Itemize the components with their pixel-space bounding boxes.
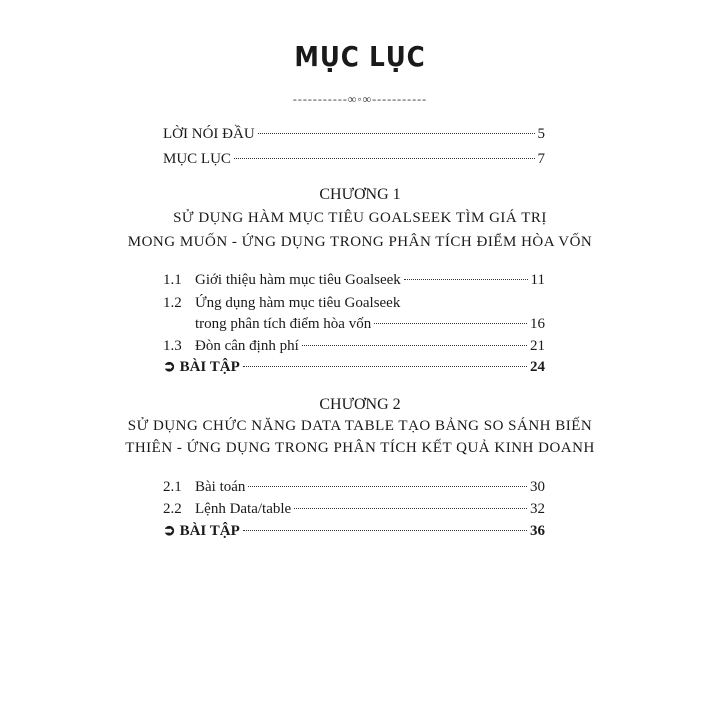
- entry-page: 32: [530, 501, 545, 517]
- entry-label: Đòn cân định phí: [195, 338, 299, 354]
- entry-number: 2.1: [163, 479, 182, 495]
- toc-entry-1-3[interactable]: [163, 337, 545, 355]
- entry-label-cont: trong phân tích điểm hòa vốn: [195, 316, 372, 332]
- entry-label: MỤC LỤC: [163, 151, 231, 167]
- toc-entry-preface[interactable]: [163, 125, 545, 143]
- page-title: MỤC LỤC: [294, 40, 426, 73]
- dot-leader: [243, 366, 527, 367]
- arrow-icon: ➲: [163, 359, 176, 375]
- dot-leader: [294, 508, 527, 509]
- dot-leader: [302, 345, 527, 346]
- entry-page: 16: [530, 316, 545, 332]
- chapter-2-title-line2: THIÊN - ỨNG DỤNG TRONG PHÂN TÍCH KẾT QUẢ KINH DOANH: [125, 440, 595, 456]
- chapter-1-title-line2: MONG MUỐN - ỨNG DỤNG TRONG PHÂN TÍCH ĐIỂM HÒA VỐN: [127, 234, 593, 250]
- toc-entry-exercise-1[interactable]: [163, 358, 545, 376]
- toc-entry-exercise-2[interactable]: [163, 522, 545, 540]
- entry-label: Giới thiệu hàm mục tiêu Goalseek: [195, 272, 401, 288]
- arrow-icon: ➲: [163, 523, 176, 539]
- chapter-2-title-line1: SỬ DỤNG CHỨC NĂNG DATA TABLE TẠO BẢNG SO SÁNH BIẾN: [127, 418, 593, 434]
- entry-label: BÀI TẬP: [179, 523, 240, 539]
- entry-label: LỜI NÓI ĐẦU: [163, 126, 255, 142]
- entry-number: 1.3: [163, 338, 182, 354]
- ornament-divider: -----------∞◦∞-----------: [292, 92, 428, 106]
- entry-label: Ứng dụng hàm mục tiêu Goalseek: [195, 295, 401, 311]
- chapter-1-label: CHƯƠNG 1: [319, 186, 401, 203]
- entry-page: 36: [530, 523, 545, 539]
- entry-page: 30: [530, 479, 545, 495]
- entry-label: Lệnh Data/table: [195, 501, 292, 517]
- chapter-1-title-line1: SỬ DỤNG HÀM MỤC TIÊU GOALSEEK TÌM GIÁ TRỊ: [173, 210, 547, 226]
- entry-page: 11: [530, 272, 545, 288]
- toc-entry-2-1[interactable]: [163, 478, 545, 496]
- dot-leader: [258, 133, 535, 134]
- dot-leader: [234, 158, 535, 159]
- toc-entry-1-1[interactable]: [163, 271, 545, 289]
- entry-page: 5: [537, 126, 545, 142]
- toc-entry-1-2-line2[interactable]: [195, 315, 545, 333]
- toc-entry-contents[interactable]: [163, 150, 545, 168]
- dot-leader: [243, 530, 527, 531]
- toc-entry-2-2[interactable]: [163, 500, 545, 518]
- toc-entry-1-2-line1[interactable]: [163, 294, 400, 312]
- chapter-2-label: CHƯƠNG 2: [319, 396, 401, 413]
- entry-number: 1.2: [163, 295, 182, 311]
- entry-number: 1.1: [163, 272, 182, 288]
- entry-label: BÀI TẬP: [179, 359, 240, 375]
- entry-page: 21: [530, 338, 545, 354]
- dot-leader: [248, 486, 527, 487]
- dot-leader: [374, 323, 527, 324]
- entry-label: Bài toán: [195, 479, 246, 495]
- entry-page: 7: [537, 151, 545, 167]
- entry-number: 2.2: [163, 501, 182, 517]
- entry-page: 24: [530, 359, 545, 375]
- dot-leader: [404, 279, 528, 280]
